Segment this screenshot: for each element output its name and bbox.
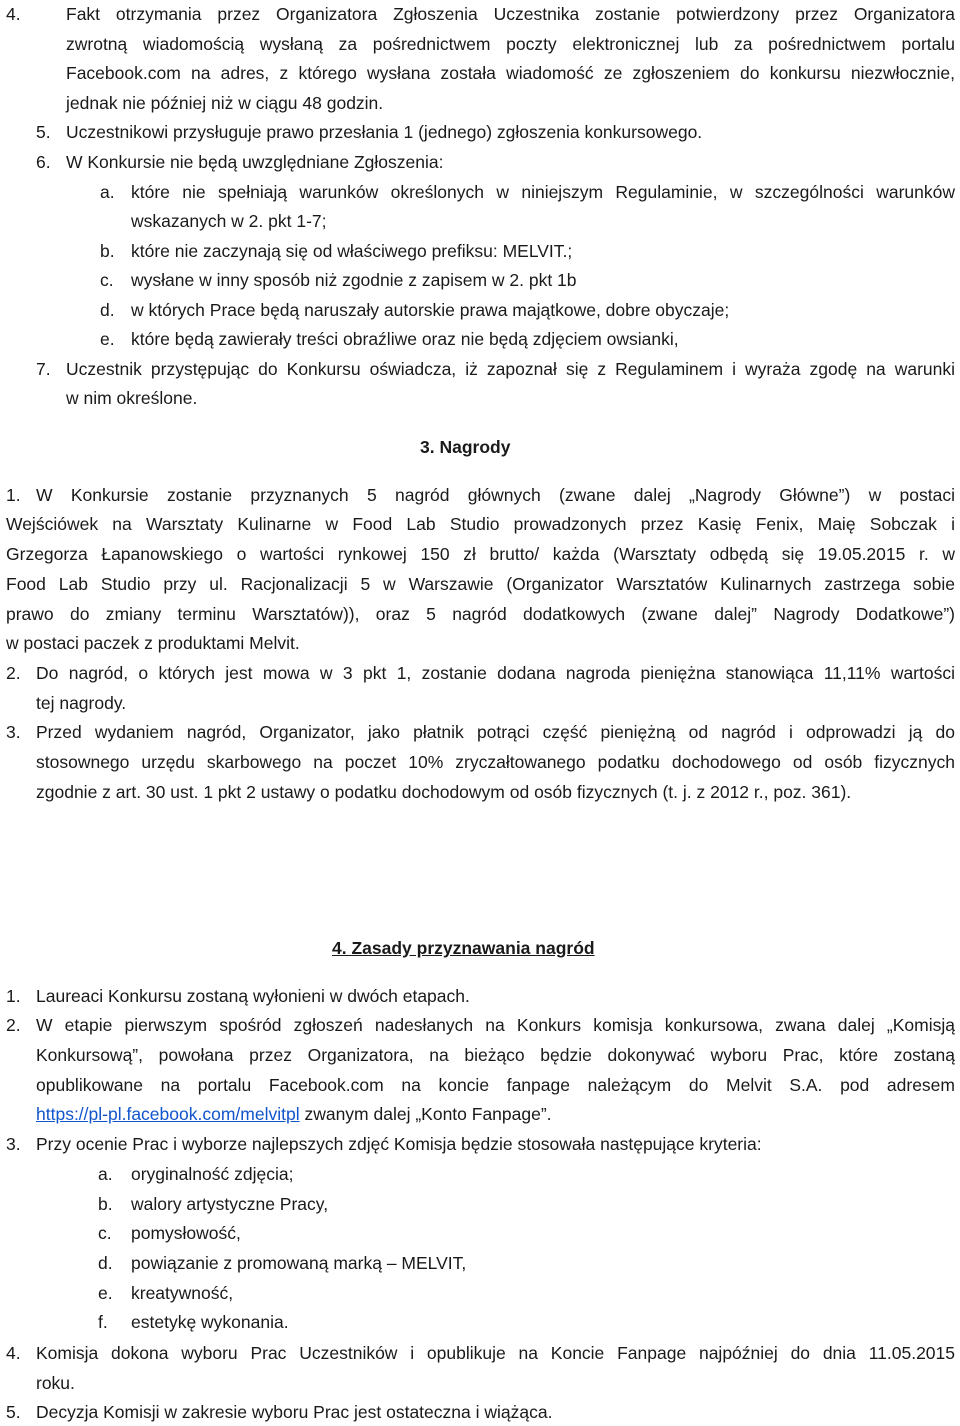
sublist-line: w których Prace będą naruszały autorskie prawa majątkowe, dobre obyczaje; bbox=[131, 300, 730, 320]
paragraph-line: zwrotną wiadomością wysłaną za pośrednictwem poczty elektronicznej lub za pośrednictwem portalu bbox=[66, 34, 955, 54]
list-letter: c. bbox=[100, 270, 114, 290]
sublist-line: wskazanych w 2. pkt 1-7; bbox=[131, 211, 327, 231]
paragraph-line: Decyzja Komisji w zakresie wyboru Prac jest ostateczna i wiążąca. bbox=[36, 1402, 553, 1422]
paragraph-line: roku. bbox=[36, 1373, 75, 1393]
sublist-line: które nie zaczynają się od właściwego prefiksu: MELVIT.; bbox=[131, 241, 573, 261]
list-letter: b. bbox=[100, 241, 115, 261]
sublist-line: pomysłowość, bbox=[131, 1223, 241, 1243]
paragraph-line bbox=[36, 1103, 552, 1125]
section-heading-zasady: 4. Zasady przyznawania nagród bbox=[332, 938, 595, 958]
list-number: 3. bbox=[6, 1134, 21, 1154]
paragraph-line: tej nagrody. bbox=[36, 693, 127, 713]
list-number: 6. bbox=[36, 152, 51, 172]
sublist-line: estetykę wykonania. bbox=[131, 1312, 289, 1332]
paragraph-line: Komisja dokona wyboru Prac Uczestników i opublikuje na Koncie Fanpage najpóźniej do dnia 11.05.2015 bbox=[36, 1343, 955, 1363]
list-number: 2. bbox=[6, 1015, 21, 1035]
list-letter: d. bbox=[98, 1253, 113, 1273]
paragraph-line: w nim określone. bbox=[66, 388, 198, 408]
paragraph-line: W Konkursie nie będą uwzględniane Zgłoszenia: bbox=[66, 152, 444, 172]
list-number: 3. bbox=[6, 722, 21, 742]
paragraph-line: Laureaci Konkursu zostaną wyłonieni w dwóch etapach. bbox=[36, 986, 470, 1006]
list-letter: a. bbox=[100, 182, 115, 202]
sublist-line: wysłane w inny sposób niż zgodnie z zapisem w 2. pkt 1b bbox=[131, 270, 577, 290]
paragraph-line: Do nagród, o których jest mowa w 3 pkt 1, zostanie dodana nagroda pieniężna stanowiąca 11,11% wartości bbox=[36, 663, 955, 683]
sublist-line: walory artystyczne Pracy, bbox=[131, 1194, 329, 1214]
paragraph-line: Facebook.com na adres, z którego wysłana została wiadomość ze zgłoszeniem do konkursu niezwłocznie, bbox=[66, 63, 955, 83]
list-letter: a. bbox=[98, 1164, 113, 1184]
sublist-line: które będą zawierały treści obraźliwe oraz nie będą zdjęciem owsianki, bbox=[131, 329, 679, 349]
paragraph-line: Uczestnikowi przysługuje prawo przesłania 1 (jednego) zgłoszenia konkursowego. bbox=[66, 122, 703, 142]
list-number: 2. bbox=[6, 663, 21, 683]
list-letter: e. bbox=[100, 329, 115, 349]
paragraph-line: Przy ocenie Prac i wyborze najlepszych zdjęć Komisja będzie stosowała następujące kryteria: bbox=[36, 1134, 762, 1154]
paragraph-line: w postaci paczek z produktami Melvit. bbox=[6, 633, 300, 653]
list-number: 4. bbox=[6, 4, 21, 24]
sublist-line: które nie spełniają warunków określonych w niniejszym Regulaminie, w szczególności warunków bbox=[131, 182, 955, 202]
list-number: 7. bbox=[36, 359, 51, 379]
list-letter: e. bbox=[98, 1283, 113, 1303]
list-letter: c. bbox=[98, 1223, 112, 1243]
section-heading-nagrody: 3. Nagrody bbox=[420, 437, 511, 457]
list-number: 5. bbox=[6, 1402, 21, 1422]
list-number: 1. bbox=[6, 485, 21, 505]
paragraph-line: opublikowane na portalu Facebook.com na koncie fanpage należącym do Melvit S.A. pod adresem bbox=[36, 1075, 955, 1095]
paragraph-line: zgodnie z art. 30 ust. 1 pkt 2 ustawy o podatku dochodowym od osób fizycznych (t. j. z 2012 r., poz. 361). bbox=[36, 782, 852, 802]
paragraph-line: Wejściówek na Warsztaty Kulinarne w Food Lab Studio prowadzonych przez Kasię Fenix, Maię Sobczak i bbox=[6, 514, 955, 534]
paragraph-line: Grzegorza Łapanowskiego o wartości rynkowej 150 zł brutto/ każda (Warsztaty odbędą się 19.05.2015 r. w bbox=[6, 544, 955, 564]
paragraph-line: Fakt otrzymania przez Organizatora Zgłoszenia Uczestnika zostanie potwierdzony przez Organizatora bbox=[66, 4, 955, 24]
fanpage-link[interactable]: https://pl-pl.facebook.com/melvitpl bbox=[36, 1104, 300, 1124]
list-number: 4. bbox=[6, 1343, 21, 1363]
paragraph-line: Przed wydaniem nagród, Organizator, jako płatnik potrąci część pieniężną od nagród i odprowadzi ją do bbox=[36, 722, 955, 742]
link-suffix: zwanym dalej „Konto Fanpage”. bbox=[299, 1104, 552, 1124]
sublist-line: oryginalność zdjęcia; bbox=[131, 1164, 294, 1184]
sublist-line: powiązanie z promowaną marką – MELVIT, bbox=[131, 1253, 467, 1273]
list-letter: b. bbox=[98, 1194, 113, 1214]
paragraph-line: Uczestnik przystępując do Konkursu oświadcza, iż zapoznał się z Regulaminem i wyraża zgodę na warunki bbox=[66, 359, 955, 379]
list-letter: d. bbox=[100, 300, 115, 320]
paragraph-line: stosownego urzędu skarbowego na poczet 10% zryczałtowanego podatku dochodowego od osób fizycznych bbox=[36, 752, 955, 772]
paragraph-line: W etapie pierwszym spośród zgłoszeń nadesłanych na Konkurs komisja konkursowa, zwana dalej „Komisją bbox=[36, 1015, 955, 1035]
paragraph-line: prawo do zmiany terminu Warsztatów)), oraz 5 nagród dodatkowych (zwane dalej” Nagrody Dodatkowe”) bbox=[6, 604, 955, 624]
list-letter: f. bbox=[98, 1312, 108, 1332]
paragraph-line: W Konkursie zostanie przyznanych 5 nagród głównych (zwane dalej „Nagrody Główne”) w postaci bbox=[36, 485, 955, 505]
paragraph-line: Food Lab Studio przy ul. Racjonalizacji 5 w Warszawie (Organizator Warsztatów Kulinarnych zastrzega sobie bbox=[6, 574, 955, 594]
list-number: 5. bbox=[36, 122, 51, 142]
paragraph-line: jednak nie później niż w ciągu 48 godzin. bbox=[66, 93, 384, 113]
paragraph-line: Konkursową”, powołana przez Organizatora, na bieżąco będzie dokonywać wyboru Prac, które zostaną bbox=[36, 1045, 955, 1065]
list-number: 1. bbox=[6, 986, 21, 1006]
sublist-line: kreatywność, bbox=[131, 1283, 234, 1303]
